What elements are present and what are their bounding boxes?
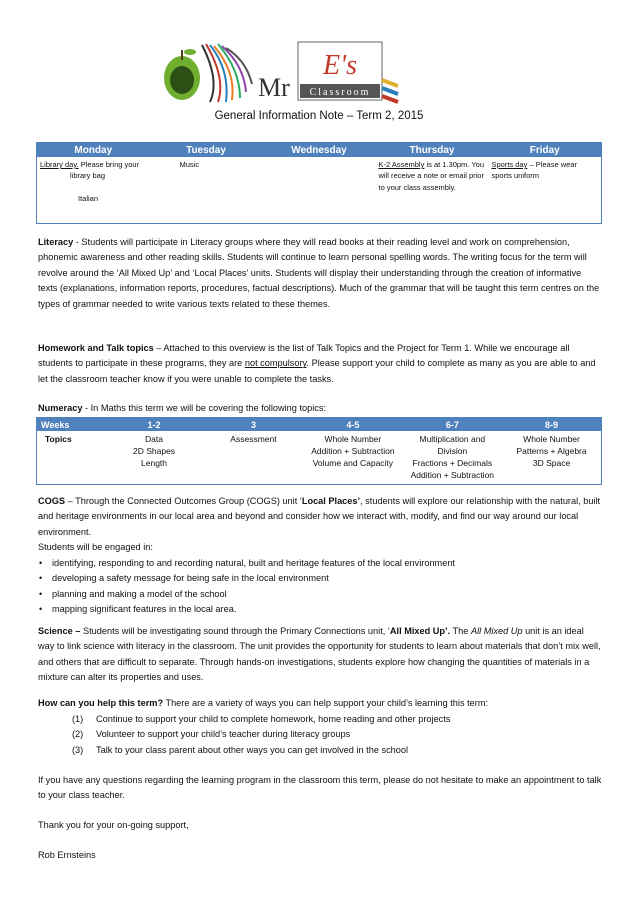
thursday-link: K-2 Assembly — [378, 160, 425, 169]
day-header-thursday: Thursday — [376, 143, 489, 158]
list-item: • identifying, responding to and recording natural, built and heritage features of the local environment — [52, 556, 602, 571]
signature: Rob Ernsteins — [38, 850, 96, 860]
numeracy-text: - In Maths this term we will be covering the following topics: — [82, 403, 327, 413]
topic: Whole Number — [523, 434, 580, 444]
homework-underlined: not compulsory — [244, 358, 307, 369]
topic: Addition + Subtraction — [311, 446, 395, 456]
day-header-tuesday: Tuesday — [150, 143, 263, 158]
homework-paragraph — [38, 341, 602, 387]
numeracy-header: 3 — [204, 418, 303, 432]
list-item-text: Talk to your class parent about other ways you can get involved in the school — [96, 744, 409, 755]
numeracy-header: Weeks — [37, 418, 105, 432]
classroom-logo — [160, 40, 400, 106]
monday-link: Library day. — [40, 160, 79, 169]
help-paragraph — [38, 696, 602, 711]
topic: Assessment — [230, 434, 277, 444]
tuesday-cell: Music — [179, 160, 200, 169]
list-item — [72, 743, 602, 758]
list-marker: (1) — [72, 714, 84, 724]
homework-text-2: . Please support your child to complete as many as you are able to and let the classroom teacher know if you were unable to complete the tasks. — [38, 358, 596, 384]
help-list — [74, 712, 602, 758]
topic: Data — [145, 434, 163, 444]
help-heading: How can you help this term? — [38, 698, 164, 708]
topic: Length — [141, 458, 168, 468]
thursday-cell — [376, 157, 489, 224]
science-text-3: unit is an ideal way to link science with literacy in the classroom. The unit provides the opportunity for students to learn about materials that don’t mix well, and others that are difficult to separate. Through hands-on investigations, students explore how changing the quantities of materials in a mixture can alter its properties and uses. — [38, 626, 601, 683]
cogs-text-2: , students will explore our relationship with the natural, built and heritage environments in our local area and beyond and consider how we interact with, modify, and find our way around our local environment. — [38, 496, 601, 537]
thanks-line: Thank you for your on-going support, — [38, 820, 189, 830]
numeracy-heading: Numeracy — [38, 403, 83, 413]
topic: Addition + Subtraction — [410, 470, 495, 480]
topic: 3D Space — [532, 458, 571, 468]
numeracy-cell-weeks-1-2 — [104, 431, 203, 485]
monday-line3: Italian — [78, 193, 99, 203]
list-item-text: Continue to support your child to complete homework, home reading and other projects — [96, 714, 451, 724]
numeracy-table — [36, 417, 602, 485]
numeracy-header: 1-2 — [104, 418, 203, 432]
list-item: • planning and making a model of the school — [52, 587, 602, 602]
logo-classroom-text: Classroom — [309, 87, 371, 98]
topic: 2D Shapes — [132, 446, 176, 456]
weekly-schedule-table — [36, 142, 602, 224]
cogs-bold: Local Places’ — [301, 496, 361, 506]
cogs-heading: COGS — [38, 496, 66, 506]
numeracy-header: 8-9 — [502, 418, 601, 432]
list-marker: (3) — [72, 744, 84, 755]
monday-cell — [37, 157, 150, 224]
cogs-bullet-list — [38, 556, 602, 618]
numeracy-cell-week-3 — [204, 431, 303, 485]
homework-heading: Homework and Talk topics — [38, 343, 154, 353]
page-title: General Information Note – Term 2, 2015 — [214, 110, 424, 122]
list-item — [72, 712, 602, 727]
numeracy-cell-weeks-4-5 — [303, 431, 402, 485]
science-bold: All Mixed Up’. — [389, 626, 451, 636]
homework-text-1: – Attached to this overview is the list of Talk Topics and the Project for Term 1. While we encourage all students to participate in these programs, they are — [38, 343, 570, 369]
topic: Division — [437, 446, 468, 456]
day-header-friday: Friday — [489, 143, 602, 158]
monday-text: Please bring your — [78, 160, 140, 169]
friday-text: – Please wear sports uniform — [491, 160, 577, 181]
list-item: • mapping significant features in the local area. — [52, 602, 602, 617]
list-item-text: Volunteer to support your child’s teacher during literacy groups — [96, 729, 351, 740]
topic: Multiplication and — [419, 434, 486, 444]
questions-paragraph: If you have any questions regarding the learning program in the classroom this term, please do not hesitate to make an appointment to talk to your class teacher. — [38, 775, 602, 801]
logo-mr-text: Mr — [258, 73, 290, 102]
numeracy-header: 4-5 — [303, 418, 402, 432]
day-header-monday: Monday — [37, 143, 150, 158]
literacy-paragraph — [38, 235, 602, 312]
monday-line2: library bag — [70, 171, 106, 181]
topic: Patterns + Algebra — [516, 446, 587, 456]
list-marker: (2) — [72, 729, 84, 740]
science-heading: Science – — [38, 626, 81, 636]
thursday-text: is at 1.30pm. You will receive a note or email prior to your class assembly. — [378, 160, 484, 192]
wednesday-cell — [263, 157, 376, 224]
list-item — [72, 727, 602, 742]
numeracy-paragraph — [38, 401, 602, 416]
help-text: There are a variety of ways you can help support your child’s learning this term: — [163, 698, 489, 708]
cogs-engaged: Students will be engaged in: — [38, 542, 153, 552]
friday-cell — [489, 157, 602, 224]
literacy-text: - Students will participate in Literacy groups where they will read books at their reading level and work on comprehension, phonemic awareness and other reading skills. Students will continue to learn personal spelling words. The writing focus for the term will revolve around the ‘All Mixed Up’ and ‘Local Places’ units. Students will display their understanding through the creation of informative texts (explanations, information reports, procedures, factual descriptions). Much of the grammar that will be taught this term centres on the types of grammar needed to write various texts related to these themes. — [38, 237, 600, 309]
day-header-wednesday: Wednesday — [263, 143, 376, 158]
friday-link: Sports day — [491, 160, 528, 169]
cogs-text-1: – Through the Connected Outcomes Group (COGS) unit ‘ — [65, 496, 302, 506]
literacy-heading: Literacy — [38, 237, 74, 247]
topic: Volume and Capacity — [312, 458, 394, 468]
numeracy-header: 6-7 — [403, 418, 502, 432]
cogs-paragraph — [38, 494, 602, 540]
numeracy-cell-weeks-8-9 — [502, 431, 601, 485]
list-item: • developing a safety message for being safe in the local environment — [52, 571, 602, 586]
topic: Fractions + Decimals — [412, 458, 493, 468]
numeracy-row-label: Topics — [45, 434, 72, 444]
topic: Whole Number — [324, 434, 382, 444]
numeracy-cell-weeks-6-7 — [403, 431, 502, 485]
science-italic: All Mixed Up — [470, 626, 523, 636]
science-paragraph — [38, 624, 602, 686]
logo-name-text: E's — [323, 50, 357, 81]
science-text-2: The — [450, 626, 471, 636]
science-text-1: Students will be investigating sound through the Primary Connections unit, ‘ — [80, 626, 390, 636]
